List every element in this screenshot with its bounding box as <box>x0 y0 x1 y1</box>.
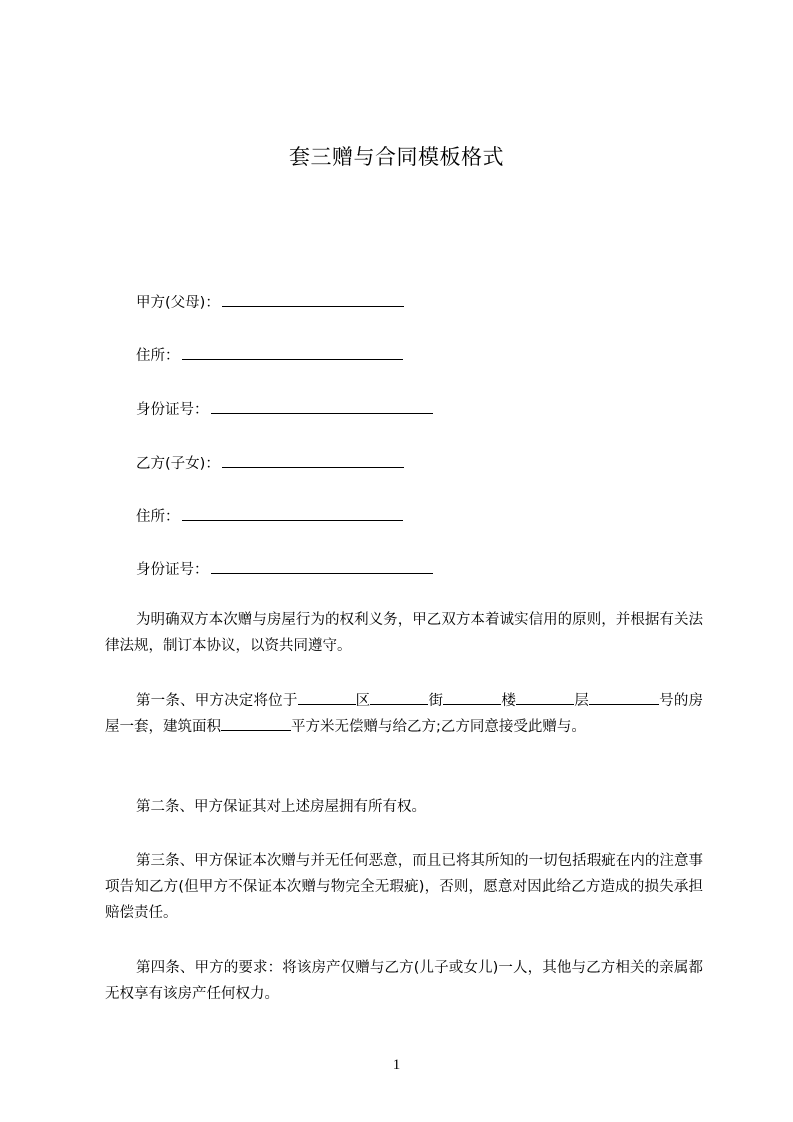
party-a-label: 甲方(父母)： <box>136 295 220 311</box>
floor-blank[interactable] <box>516 689 574 705</box>
article-3-paragraph: 第三条、甲方保证本次赠与并无任何恶意，而且已将其所知的一切包括瑕疵在内的注意事项告知乙方(但甲方不保证本次赠与物完全无瑕疵)，否则，愿意对因此给乙方造成的损失承担赔偿责任。 <box>105 853 703 921</box>
article-1-part-6: 号的房屋一套，建筑面积 <box>105 693 704 735</box>
article-1-part-2: 区 <box>355 693 371 709</box>
page-number: 1 <box>392 1057 401 1073</box>
party-b-blank[interactable] <box>222 451 404 468</box>
area-blank[interactable] <box>221 715 291 731</box>
party-a-id-blank[interactable] <box>211 397 433 414</box>
article-2-paragraph: 第二条、甲方保证其对上述房屋拥有所有权。 <box>136 799 426 815</box>
article-1-paragraph <box>105 688 703 740</box>
district-blank[interactable] <box>298 689 356 705</box>
party-b-id-blank[interactable] <box>211 557 433 574</box>
article-4-paragraph: 第四条、甲方的要求：将该房产仅赠与乙方(儿子或女儿)一人，其他与乙方相关的亲属都无权享有该房产任何权力。 <box>105 960 703 1002</box>
party-a-address-blank[interactable] <box>182 343 403 360</box>
party-b-field <box>136 451 404 476</box>
party-a-address-label: 住所： <box>136 348 180 364</box>
party-a-id-label: 身份证号： <box>136 402 209 418</box>
party-a-blank[interactable] <box>222 290 404 307</box>
party-a-field <box>136 290 404 315</box>
preamble-paragraph: 为明确双方本次赠与房屋行为的权利义务，甲乙双方本着诚实信用的原则，并根据有关法律法规，制订本协议，以资共同遵守。 <box>105 612 703 654</box>
party-b-label: 乙方(子女)： <box>136 456 220 472</box>
party-b-id-field <box>136 557 433 582</box>
party-a-id-field <box>136 397 433 422</box>
party-a-address-field <box>136 343 403 368</box>
article-1-part-7: 平方米无偿赠与给乙方;乙方同意接受此赠与。 <box>291 719 586 735</box>
article-1-part-3: 街 <box>428 693 444 709</box>
party-b-address-label: 住所： <box>136 509 180 525</box>
party-b-address-field <box>136 504 403 529</box>
number-blank[interactable] <box>589 689 659 705</box>
party-b-id-label: 身份证号： <box>136 562 209 578</box>
street-blank[interactable] <box>370 689 428 705</box>
building-blank[interactable] <box>443 689 501 705</box>
party-b-address-blank[interactable] <box>182 504 403 521</box>
article-1-part-5: 层 <box>574 693 589 709</box>
document-title: 套三赠与合同模板格式 <box>289 145 504 169</box>
article-1-part-1: 第一条、甲方决定将位于 <box>136 693 298 709</box>
article-1-part-4: 楼 <box>501 693 517 709</box>
